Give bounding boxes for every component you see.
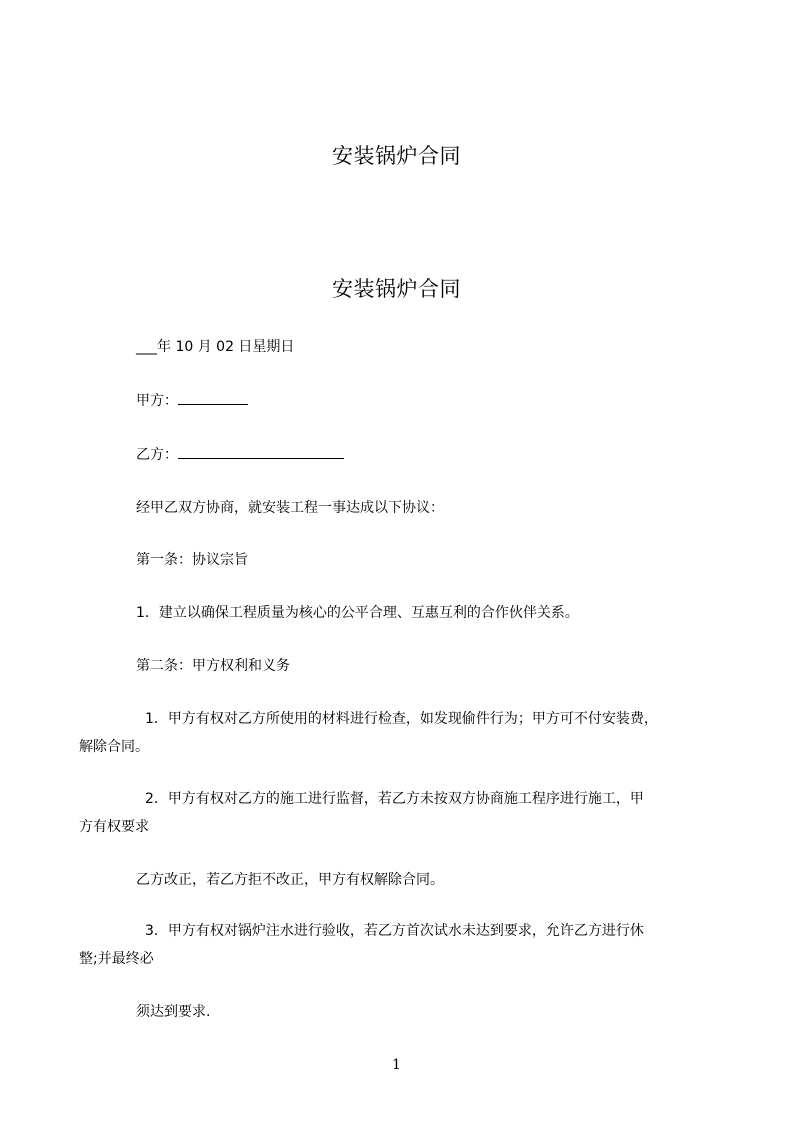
document-title: 安装锅炉合同 <box>332 277 461 301</box>
intro-paragraph: 经甲乙双方协商，就安装工程一事达成以下协议： <box>136 500 444 516</box>
party-a-label: 甲方： <box>136 393 178 409</box>
article2-item3-line1: 3．甲方有权对锅炉注水进行验收，若乙方首次试水未达到要求，允许乙方进行休 <box>145 923 644 939</box>
article2-item1-line2: 解除合同。 <box>79 739 149 755</box>
article1-heading: 第一条：协议宗旨 <box>136 552 248 568</box>
article2-item3-continuation: 须达到要求. <box>136 1004 211 1020</box>
party-b-label: 乙方： <box>136 447 178 463</box>
article2-item3-line2: 整;并最终必 <box>79 951 154 967</box>
cover-title: 安装锅炉合同 <box>332 144 461 168</box>
date-year-blank: ___ <box>136 339 157 355</box>
article1-item1: 1．建立以确保工程质量为核心的公平合理、互惠互利的合作伙伴关系。 <box>136 605 579 621</box>
date-text: 年 10 月 02 日星期日 <box>157 339 295 355</box>
article2-item1-line1: 1．甲方有权对乙方所使用的材料进行检查，如发现偷件行为；甲方可不付安装费， <box>145 711 658 727</box>
article2-item2-continuation: 乙方改正，若乙方拒不改正，甲方有权解除合同。 <box>136 872 444 888</box>
party-b-line <box>136 444 344 464</box>
article2-heading: 第二条：甲方权利和义务 <box>136 658 290 674</box>
date-line <box>136 338 294 356</box>
page-number: 1 <box>392 1057 401 1073</box>
party-a-blank <box>178 390 248 405</box>
party-a-line <box>136 390 248 410</box>
article2-item2-line1: 2．甲方有权对乙方的施工进行监督，若乙方未按双方协商施工程序进行施工，甲 <box>145 791 644 807</box>
party-b-blank <box>178 444 344 459</box>
article2-item2-line2: 方有权要求 <box>79 819 149 835</box>
